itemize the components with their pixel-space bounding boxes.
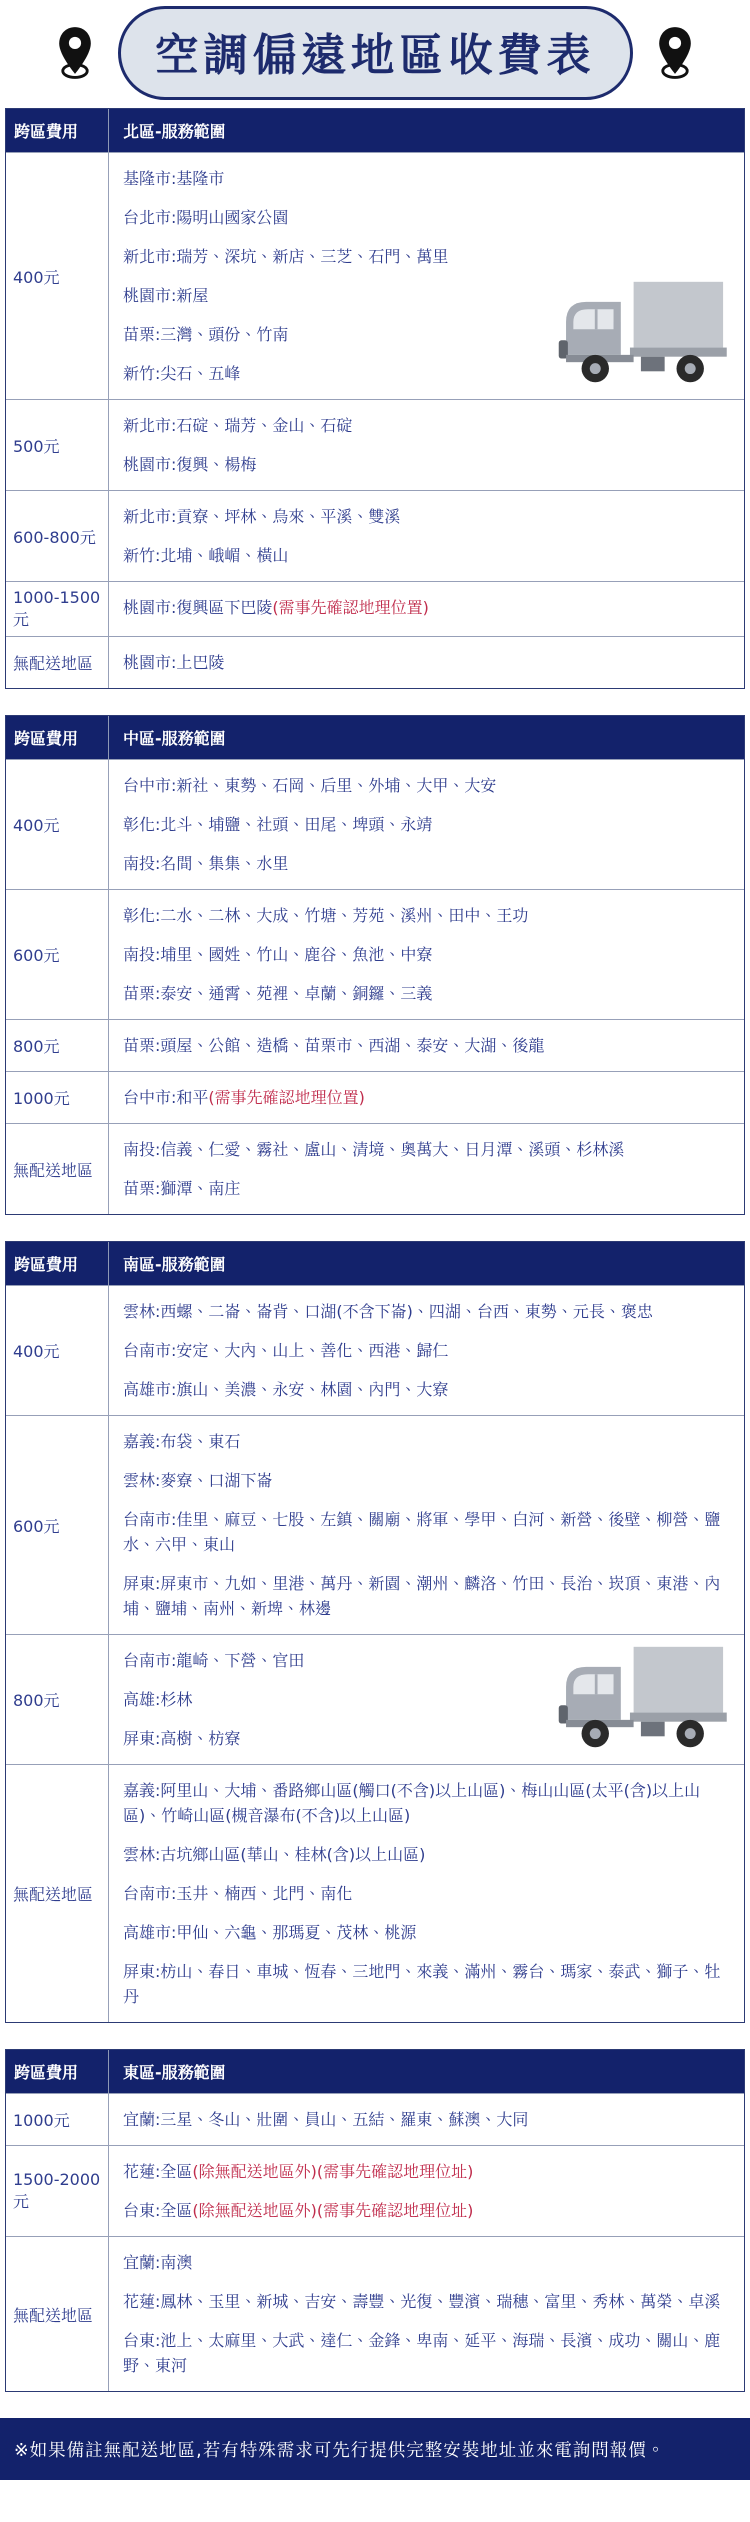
fee-row	[6, 889, 744, 1019]
area-text: 南投:名間、集集、水里	[123, 854, 289, 873]
fee-row	[6, 759, 744, 889]
area-line	[123, 1137, 730, 1162]
area-line	[123, 244, 730, 269]
areas-cell	[109, 1124, 744, 1214]
area-text: 苗栗:三灣、頭份、竹南	[123, 325, 289, 344]
area-text: 台北市:陽明山國家公園	[123, 208, 289, 227]
area-text: 雲林:麥寮、口湖下崙	[123, 1471, 273, 1490]
fee-row	[6, 1415, 744, 1634]
area-line	[123, 452, 730, 477]
areas-cell	[109, 1416, 744, 1634]
area-text: 台南市:龍崎、下營、官田	[123, 1651, 305, 1670]
fee-row	[6, 1634, 744, 1764]
area-text: 花蓮:鳳林、玉里、新城、吉安、壽豐、光復、豐濱、瑞穗、富里、秀林、萬榮、卓溪	[123, 2292, 721, 2311]
areas-cell	[109, 1286, 744, 1415]
fee-cell: 600-800元	[6, 491, 109, 581]
region-fee-table	[5, 715, 745, 1215]
area-line	[123, 1033, 730, 1058]
fee-row	[6, 2093, 744, 2145]
area-text: 台南市:安定、大內、山上、善化、西港、歸仁	[123, 1341, 449, 1360]
area-text: 台南市:佳里、麻豆、七股、左鎮、關廟、將軍、學甲、白河、新營、後壁、柳營、鹽水、六甲、東山	[123, 1510, 721, 1554]
area-text: 台南市:玉井、楠西、北門、南化	[123, 1884, 353, 1903]
area-text: 新竹:北埔、峨嵋、橫山	[123, 546, 289, 565]
area-text: 桃園市:復興、楊梅	[123, 455, 257, 474]
area-line	[123, 1176, 730, 1201]
fee-row	[6, 1764, 744, 2022]
areas-cell	[109, 1072, 744, 1123]
bottom-spacer	[0, 2480, 750, 2500]
area-text: 高雄:杉林	[123, 1690, 193, 1709]
area-line	[123, 504, 730, 529]
area-line	[123, 1842, 730, 1867]
fee-cell: 1000元	[6, 1072, 109, 1123]
areas-cell	[109, 1020, 744, 1071]
areas-cell	[109, 760, 744, 889]
area-text: 南投:埔里、國姓、竹山、鹿谷、魚池、中寮	[123, 945, 433, 964]
areas-cell	[109, 890, 744, 1019]
location-pin-icon	[52, 25, 98, 81]
page-banner	[0, 0, 750, 100]
area-text: 彰化:二水、二林、大成、竹塘、芳苑、溪州、田中、王功	[123, 906, 529, 925]
area-line	[123, 1299, 730, 1324]
area-text: 高雄市:旗山、美濃、永安、林園、內門、大寮	[123, 1380, 449, 1399]
area-text: 新北市:貢寮、坪林、烏來、平溪、雙溪	[123, 507, 401, 526]
fee-tables-container	[0, 100, 750, 2392]
area-line	[123, 812, 730, 837]
area-text: 雲林:西螺、二崙、崙背、口湖(不含下崙)、四湖、台西、東勢、元長、褒忠	[123, 1302, 653, 1321]
area-text: 桃園市:復興區下巴陵	[123, 598, 273, 617]
area-line	[123, 1920, 730, 1945]
area-line	[123, 205, 730, 230]
areas-cell	[109, 1765, 744, 2022]
region-fee-table	[5, 108, 745, 689]
area-line	[123, 2328, 730, 2378]
area-text: 嘉義:阿里山、大埔、番路鄉山區(觸口(不含)以上山區)、梅山山區(太平(含)以上山區)、竹崎山區(槻音瀑布(不含)以上山區)	[123, 1781, 701, 1825]
fee-row	[6, 636, 744, 688]
areas-cell	[109, 2094, 744, 2145]
area-text: 宜蘭:三星、冬山、壯圍、員山、五結、羅東、蘇澳、大同	[123, 2110, 529, 2129]
area-line	[123, 2250, 730, 2275]
area-text: 台東:池上、太麻里、大武、達仁、金鋒、卑南、延平、海瑞、長濱、成功、關山、鹿野、東河	[123, 2331, 721, 2375]
area-text: 台東:全區	[123, 2201, 193, 2220]
location-pin-icon	[652, 25, 698, 81]
fee-row	[6, 2236, 744, 2391]
area-line	[123, 1507, 730, 1557]
area-text: 彰化:北斗、埔鹽、社頭、田尾、埤頭、永靖	[123, 815, 433, 834]
area-line	[123, 1468, 730, 1493]
area-line	[123, 903, 730, 928]
area-line	[123, 2289, 730, 2314]
region-header: 東區-服務範圍	[123, 2063, 226, 2082]
area-line	[123, 1338, 730, 1363]
area-text: 雲林:古坑鄉山區(華山、桂林(含)以上山區)	[123, 1845, 426, 1864]
table-header-row	[6, 109, 744, 152]
region-header: 中區-服務範圍	[123, 729, 226, 748]
areas-cell	[109, 2146, 744, 2236]
fee-cell: 400元	[6, 153, 109, 399]
region-header: 南區-服務範圍	[123, 1255, 226, 1274]
fee-row	[6, 1071, 744, 1123]
confirm-location-note: (需事先確認地理位置)	[272, 598, 429, 617]
delivery-truck-icon	[546, 1645, 734, 1750]
area-text: 花蓮:全區	[123, 2162, 193, 2181]
area-text: 新竹:尖石、五峰	[123, 364, 241, 383]
area-line	[123, 650, 730, 675]
areas-cell	[109, 491, 744, 581]
delivery-truck-icon	[546, 280, 734, 385]
footer-note-bar	[0, 2418, 750, 2480]
area-text: 苗栗:泰安、通霄、苑裡、卓蘭、銅鑼、三義	[123, 984, 433, 1003]
area-text: 桃園市:上巴陵	[123, 653, 225, 672]
fee-cell: 1500-2000元	[6, 2146, 109, 2236]
area-line	[123, 1377, 730, 1402]
area-line	[123, 595, 730, 620]
fee-cell: 無配送地區	[6, 637, 109, 688]
fee-row	[6, 399, 744, 490]
fee-cell: 無配送地區	[6, 2237, 109, 2391]
area-line	[123, 851, 730, 876]
fee-cell: 1000元	[6, 2094, 109, 2145]
confirm-location-note: (除無配送地區外)(需事先確認地理位址)	[192, 2201, 474, 2220]
area-text: 新北市:瑞芳、深坑、新店、三芝、石門、萬里	[123, 247, 449, 266]
area-text: 宜蘭:南澳	[123, 2253, 193, 2272]
area-line	[123, 1778, 730, 1828]
fee-cell: 無配送地區	[6, 1124, 109, 1214]
fee-row	[6, 152, 744, 399]
region-header: 北區-服務範圍	[123, 122, 226, 141]
area-line	[123, 1571, 730, 1621]
area-text: 台中市:和平	[123, 1088, 209, 1107]
region-fee-table	[5, 2049, 745, 2392]
area-text: 南投:信義、仁愛、霧社、盧山、清境、奧萬大、日月潭、溪頭、杉林溪	[123, 1140, 625, 1159]
fee-row	[6, 490, 744, 581]
area-line	[123, 2107, 730, 2132]
fee-column-header: 跨區費用	[6, 2050, 109, 2093]
fee-row	[6, 1019, 744, 1071]
area-line	[123, 2198, 730, 2223]
area-line	[123, 942, 730, 967]
footer-note-text: ※如果備註無配送地區,若有特殊需求可先行提供完整安裝地址並來電詢問報價。	[14, 2440, 666, 2461]
areas-cell	[109, 1635, 744, 1764]
area-line	[123, 2159, 730, 2184]
fee-column-header: 跨區費用	[6, 109, 109, 152]
confirm-location-note: (除無配送地區外)(需事先確認地理位址)	[192, 2162, 474, 2181]
fee-cell: 600元	[6, 890, 109, 1019]
fee-cell: 1000-1500元	[6, 582, 109, 636]
fee-row	[6, 581, 744, 636]
fee-row	[6, 2145, 744, 2236]
area-text: 苗栗:獅潭、南庄	[123, 1179, 241, 1198]
region-fee-table	[5, 1241, 745, 2023]
confirm-location-note: (需事先確認地理位置)	[208, 1088, 365, 1107]
area-text: 新北市:石碇、瑞芳、金山、石碇	[123, 416, 353, 435]
area-line	[123, 981, 730, 1006]
areas-cell	[109, 2237, 744, 2391]
area-text: 屏東:高樹、枋寮	[123, 1729, 241, 1748]
fee-column-header: 跨區費用	[6, 716, 109, 759]
area-line	[123, 1085, 730, 1110]
area-text: 屏東:枋山、春日、車城、恆春、三地門、來義、滿州、霧台、瑪家、泰武、獅子、牡丹	[123, 1962, 721, 2006]
areas-cell	[109, 400, 744, 490]
fee-cell: 400元	[6, 760, 109, 889]
area-text: 基隆市:基隆市	[123, 169, 225, 188]
area-line	[123, 543, 730, 568]
area-line	[123, 1959, 730, 2009]
areas-cell	[109, 153, 744, 399]
fee-row	[6, 1285, 744, 1415]
area-line	[123, 773, 730, 798]
areas-cell	[109, 637, 744, 688]
area-text: 桃園市:新屋	[123, 286, 209, 305]
fee-row	[6, 1123, 744, 1214]
page-title: 空調偏遠地區收費表	[118, 6, 633, 100]
table-header-row	[6, 2050, 744, 2093]
area-line	[123, 166, 730, 191]
area-text: 屏東:屏東市、九如、里港、萬丹、新園、潮州、麟洛、竹田、長治、崁頂、東港、內埔、鹽埔、南州、新埤、林邊	[123, 1574, 721, 1618]
area-text: 嘉義:布袋、東石	[123, 1432, 241, 1451]
area-text: 高雄市:甲仙、六龜、那瑪夏、茂林、桃源	[123, 1923, 417, 1942]
area-line	[123, 413, 730, 438]
area-line	[123, 1881, 730, 1906]
areas-cell	[109, 582, 744, 636]
fee-column-header: 跨區費用	[6, 1242, 109, 1285]
fee-cell: 無配送地區	[6, 1765, 109, 2022]
area-text: 苗栗:頭屋、公館、造橋、苗栗市、西湖、泰安、大湖、後龍	[123, 1036, 545, 1055]
table-header-row	[6, 1242, 744, 1285]
area-line	[123, 1429, 730, 1454]
area-text: 台中市:新社、東勢、石岡、后里、外埔、大甲、大安	[123, 776, 497, 795]
table-header-row	[6, 716, 744, 759]
fee-cell: 500元	[6, 400, 109, 490]
fee-cell: 800元	[6, 1020, 109, 1071]
fee-cell: 400元	[6, 1286, 109, 1415]
fee-cell: 600元	[6, 1416, 109, 1634]
fee-cell: 800元	[6, 1635, 109, 1764]
